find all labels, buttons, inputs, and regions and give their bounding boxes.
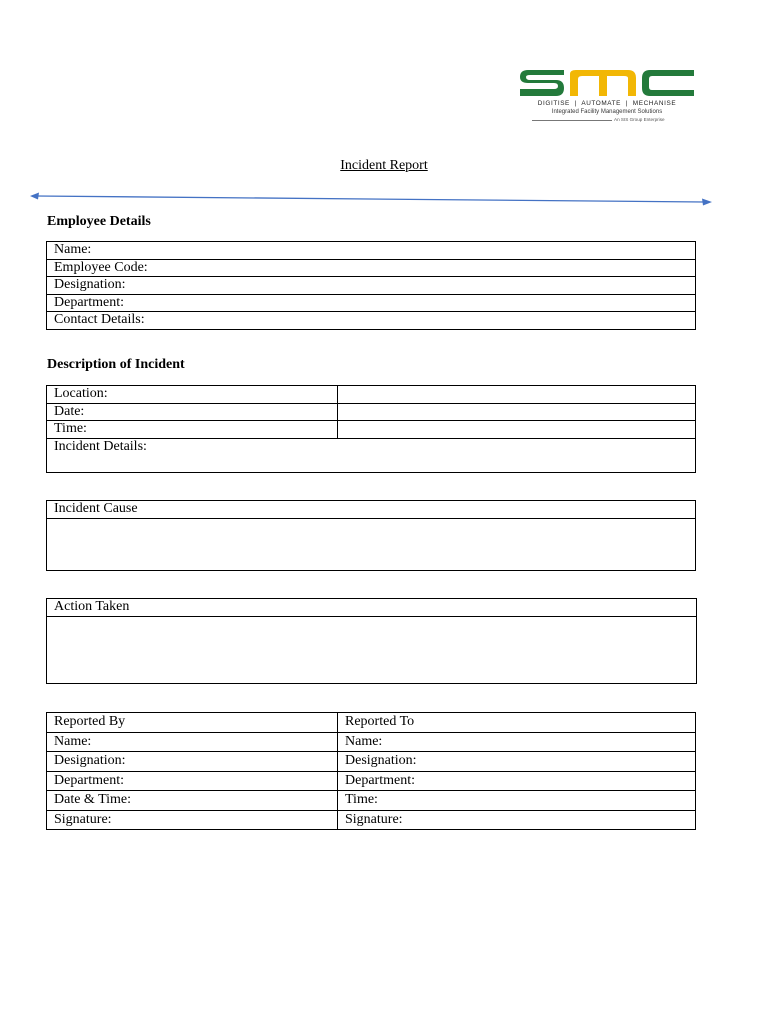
logo-subtitle: Integrated Facility Management Solutions [551,109,663,115]
company-logo [518,66,696,128]
action-taken-field[interactable] [47,616,697,683]
table-row [47,732,696,752]
reported-to-designation[interactable]: Designation: [338,752,696,772]
reported-by-name[interactable]: Name: [47,732,338,752]
table-row [47,312,696,330]
incident-description-table [46,385,696,473]
reporting-table [46,712,696,830]
double-arrow-line [30,192,720,208]
date-value-cell[interactable] [338,403,696,421]
table-row [47,810,696,830]
table-row [47,403,696,421]
table-row [47,501,696,519]
table-row [47,752,696,772]
table-row [47,518,696,570]
table-row [47,421,696,439]
table-row [47,771,696,791]
logo-group: An SIS Group Enterprise [614,117,665,122]
table-row [47,438,696,472]
table-row [47,242,696,260]
table-row [47,713,696,733]
reported-by-department[interactable]: Department: [47,771,338,791]
reported-to-department[interactable]: Department: [338,771,696,791]
smc-logo-mark [518,66,696,100]
employee-code-cell[interactable]: Employee Code: [47,259,696,277]
reported-by-designation[interactable]: Designation: [47,752,338,772]
table-row [47,294,696,312]
incident-description-heading: Description of Incident [47,357,185,372]
reported-to-header: Reported To [338,713,696,733]
action-taken-table [46,598,697,684]
time-value-cell[interactable] [338,421,696,439]
location-value-cell[interactable] [338,386,696,404]
table-row [47,791,696,811]
incident-details-cell[interactable]: Incident Details: [47,438,696,472]
employee-department-cell[interactable]: Department: [47,294,696,312]
page-title [0,158,768,174]
table-row [47,599,697,617]
employee-name-cell[interactable]: Name: [47,242,696,260]
logo-tagline: DIGITISE | AUTOMATE | MECHANISE [537,100,677,107]
date-label: Date: [47,403,338,421]
logo-divider [532,120,612,121]
incident-cause-label: Incident Cause [47,501,696,519]
location-label: Location: [47,386,338,404]
time-label: Time: [47,421,338,439]
incident-cause-field[interactable] [47,518,696,570]
employee-designation-cell[interactable]: Designation: [47,277,696,295]
page-title-text: Incident Report [340,158,428,173]
table-row [47,277,696,295]
employee-contact-cell[interactable]: Contact Details: [47,312,696,330]
table-row [47,386,696,404]
table-row [47,259,696,277]
reported-to-signature[interactable]: Signature: [338,810,696,830]
incident-cause-table [46,500,696,571]
reported-by-signature[interactable]: Signature: [47,810,338,830]
reported-by-datetime[interactable]: Date & Time: [47,791,338,811]
reported-by-header: Reported By [47,713,338,733]
employee-details-table [46,241,696,330]
reported-to-time[interactable]: Time: [338,791,696,811]
reported-to-name[interactable]: Name: [338,732,696,752]
employee-details-heading: Employee Details [47,214,151,229]
action-taken-label: Action Taken [47,599,697,617]
table-row [47,616,697,683]
